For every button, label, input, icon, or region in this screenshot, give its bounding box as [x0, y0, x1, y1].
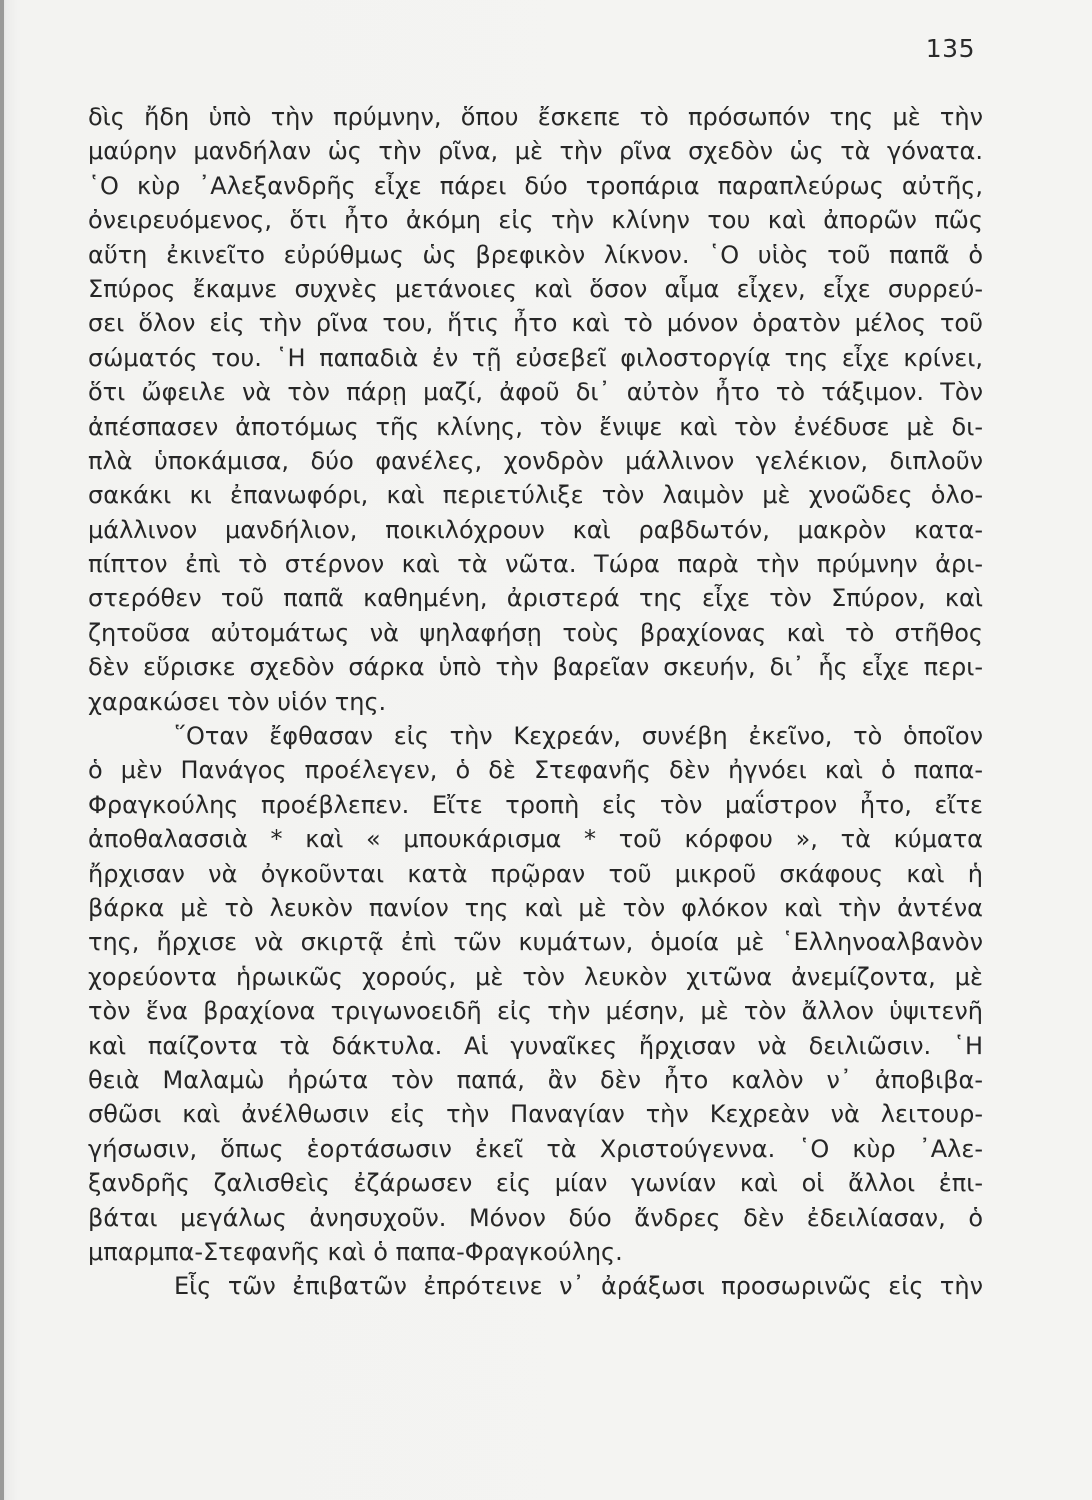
- text-line-paragraph-end: μπαρμπα-Στεφανῆς καὶ ὁ παπα-Φραγκούλης.: [88, 1237, 623, 1266]
- text-line: βάρκα μὲ τὸ λευκὸν πανίον της καὶ μὲ τὸν φλόκον καὶ τὴν ἀντένα: [88, 893, 983, 922]
- text-line: σει ὅλον εἰς τὴν ρῖνα του, ἥτις ἦτο καὶ τὸ μόνον ὁρατὸν μέλος τοῦ: [88, 309, 983, 338]
- text-line: τὸν ἕνα βραχίονα τριγωνοειδῆ εἰς τὴν μέσην, μὲ τὸν ἄλλον ὑψιτενῆ: [88, 997, 983, 1026]
- text-line: δὲν εὕρισκε σχεδὸν σάρκα ὑπὸ τὴν βαρεῖαν σκευήν, δι᾿ ἧς εἶχε περι-: [88, 653, 983, 682]
- text-line: πλὰ ὑποκάμισα, δύο φανέλες, χονδρὸν μάλλινον γελέκιον, διπλοῦν: [88, 446, 983, 475]
- text-line-paragraph-end: χαρακώσει τὸν υἱόν της.: [88, 687, 387, 716]
- text-line: στερόθεν τοῦ παπᾶ καθημένη, ἀριστερά της εἶχε τὸν Σπύρον, καὶ: [88, 584, 983, 613]
- text-line: ζητοῦσα αὐτομάτως νὰ ψηλαφήσῃ τοὺς βραχίονας καὶ τὸ στῆθος: [88, 618, 983, 647]
- text-line: σώματός του. ῾Η παπαδιὰ ἐν τῇ εὐσεβεῖ φιλοστοργίᾳ της εἶχε κρίνει,: [88, 343, 983, 372]
- text-line: θειὰ Μαλαμὼ ἠρώτα τὸν παπά, ἂν δὲν ἦτο καλὸν ν᾿ ἀποβιβα-: [88, 1065, 983, 1094]
- text-line: ὅτι ὤφειλε νὰ τὸν πάρῃ μαζί, ἀφοῦ δι᾿ αὐτὸν ἦτο τὸ τάξιμον. Τὸν: [88, 378, 983, 407]
- text-line: ἀποθαλασσιὰ * καὶ « μπουκάρισμα * τοῦ κόρφου », τὰ κύματα: [88, 825, 983, 854]
- text-line: Φραγκούλης προέβλεπεν. Εἴτε τροπὴ εἰς τὸν μαΐστρον ἦτο, εἴτε: [88, 790, 983, 819]
- page-binding-edge: [0, 0, 4, 1500]
- text-line: βάται μεγάλως ἀνησυχοῦν. Μόνον δύο ἄνδρες δὲν ἐδειλίασαν, ὁ: [88, 1203, 983, 1232]
- text-line: σακάκι κι ἐπανωφόρι, καὶ περιετύλιξε τὸν λαιμὸν μὲ χνοῶδες ὁλο-: [88, 481, 983, 510]
- text-line: μάλλινον μανδήλιον, ποικιλόχρουν καὶ ραβδωτόν, μακρὸν κατα-: [88, 515, 983, 544]
- text-line: δὶς ἤδη ὑπὸ τὴν πρύμνην, ὅπου ἔσκεπε τὸ πρόσωπόν της μὲ τὴν: [88, 103, 983, 131]
- text-line: ἤρχισαν νὰ ὀγκοῦνται κατὰ πρῷραν τοῦ μικροῦ σκάφους καὶ ἡ: [88, 859, 983, 888]
- text-line-paragraph-start: ῞Οταν ἔφθασαν εἰς τὴν Κεχρεάν, συνέβη ἐκεῖνο, τὸ ὁποῖον: [174, 722, 983, 751]
- text-line: Σπύρος ἔκαμνε συχνὲς μετάνοιες καὶ ὅσον αἷμα εἶχεν, εἶχε συρρεύ-: [88, 274, 983, 303]
- text-line: γήσωσιν, ὅπως ἑορτάσωσιν ἐκεῖ τὰ Χριστούγεννα. ῾Ο κὺρ ᾿Αλε-: [88, 1134, 983, 1163]
- text-line: ῾Ο κὺρ ᾿Αλεξανδρῆς εἶχε πάρει δύο τροπάρια παραπλεύρως αὐτῆς,: [88, 171, 983, 200]
- text-line: ξανδρῆς ζαλισθεὶς ἐζάρωσεν εἰς μίαν γωνίαν καὶ οἱ ἄλλοι ἐπι-: [88, 1169, 983, 1198]
- text-line: σθῶσι καὶ ἀνέλθωσιν εἰς τὴν Παναγίαν τὴν Κεχρεὰν νὰ λειτουρ-: [88, 1100, 983, 1129]
- text-line-paragraph-start: Εἷς τῶν ἐπιβατῶν ἐπρότεινε ν᾿ ἀράξωσι προσωρινῶς εἰς τὴν: [174, 1272, 983, 1301]
- text-line: καὶ παίζοντα τὰ δάκτυλα. Αἱ γυναῖκες ἤρχισαν νὰ δειλιῶσιν. ῾Η: [88, 1031, 983, 1060]
- body-text: [88, 100, 983, 1304]
- text-line: ἀπέσπασεν ἀποτόμως τῆς κλίνης, τὸν ἔνιψε καὶ τὸν ἐνέδυσε μὲ δι-: [88, 412, 983, 441]
- text-line: χορεύοντα ἡρωικῶς χορούς, μὲ τὸν λευκὸν χιτῶνα ἀνεμίζοντα, μὲ: [88, 962, 983, 991]
- text-line: ὁ μὲν Πανάγος προέλεγεν, ὁ δὲ Στεφανῆς δὲν ἠγνόει καὶ ὁ παπα-: [88, 756, 983, 785]
- text-line: ὀνειρευόμενος, ὅτι ἦτο ἀκόμη εἰς τὴν κλίνην του καὶ ἀπορῶν πῶς: [88, 206, 983, 235]
- text-line: πίπτον ἐπὶ τὸ στέρνον καὶ τὰ νῶτα. Τώρα παρὰ τὴν πρύμνην ἀρι-: [88, 550, 983, 579]
- text-line: μαύρην μανδήλαν ὡς τὴν ρῖνα, μὲ τὴν ρῖνα σχεδὸν ὡς τὰ γόνατα.: [88, 137, 983, 166]
- text-line: αὕτη ἐκινεῖτο εὐρύθμως ὡς βρεφικὸν λίκνον. ῾Ο υἱὸς τοῦ παπᾶ ὁ: [88, 240, 983, 269]
- page-number: 135: [925, 34, 975, 63]
- text-line: της, ἤρχισε νὰ σκιρτᾷ ἐπὶ τῶν κυμάτων, ὁμοία μὲ ῾Ελληνοαλβανὸν: [88, 928, 983, 957]
